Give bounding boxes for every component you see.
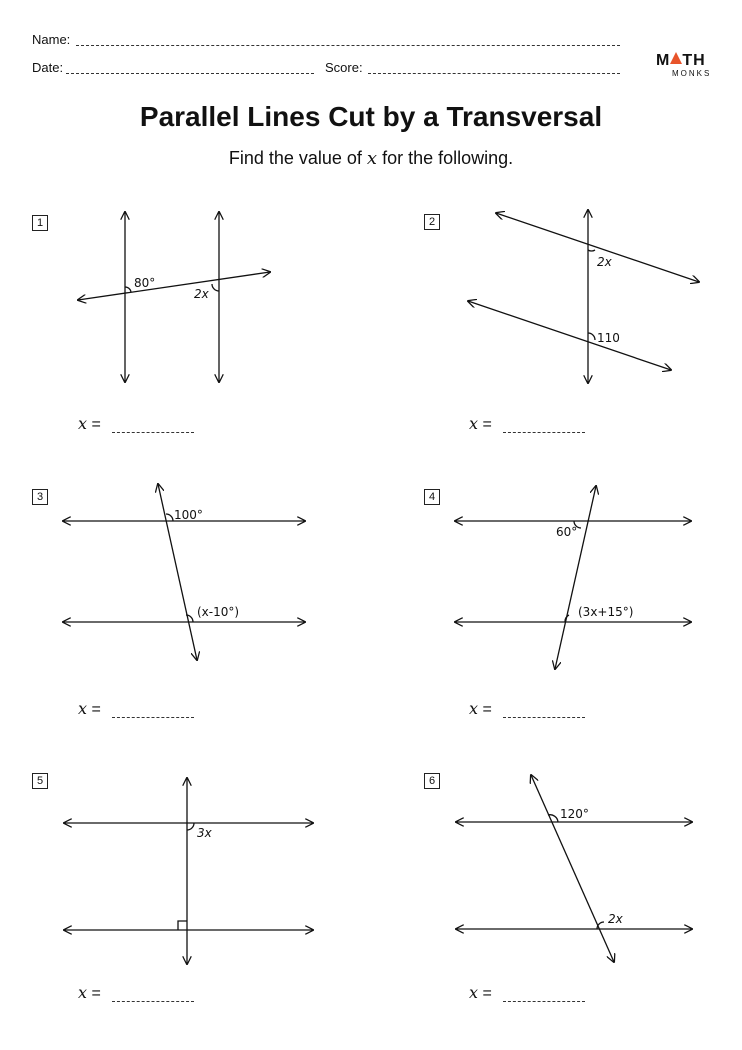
- problem-1-diagram: [78, 212, 270, 382]
- answer-equals: =: [87, 701, 101, 718]
- transversal-line: [555, 486, 596, 669]
- answer-variable: x: [469, 699, 479, 718]
- answer-variable: x: [78, 699, 88, 718]
- instructions-variable: x: [366, 148, 378, 169]
- angle-arc: [565, 615, 569, 622]
- answer-equals: =: [87, 416, 101, 433]
- problem-3-number: 3: [32, 489, 48, 505]
- problem-4-number: 4: [424, 489, 440, 505]
- answer-variable: x: [469, 414, 479, 433]
- problem-4-diagram: [455, 486, 691, 669]
- angle-label: 110: [597, 331, 620, 345]
- page-title: Parallel Lines Cut by a Transversal: [139, 101, 603, 132]
- angle-label: 2x: [194, 287, 209, 301]
- angle-arc: [187, 823, 194, 830]
- angle-label: 60°: [556, 525, 578, 539]
- angle-label: 2x: [597, 255, 612, 269]
- answer-equals: =: [87, 985, 101, 1002]
- problem-5-diagram: [64, 778, 313, 964]
- problem-2-number: 2: [424, 214, 440, 230]
- angle-label: 3x: [197, 826, 212, 840]
- transversal-line: [78, 272, 270, 300]
- problem-6-number: 6: [424, 773, 440, 789]
- angle-arc: [588, 250, 595, 251]
- name-label: Name:: [32, 32, 71, 47]
- score-label: Score:: [325, 60, 363, 75]
- logo-subtext: MONKS: [672, 69, 712, 78]
- answer-equals: =: [478, 701, 492, 718]
- problem-1-number: 1: [32, 215, 48, 231]
- answer-equals: =: [478, 416, 492, 433]
- transversal-line: [531, 775, 614, 962]
- angle-arc: [597, 922, 604, 929]
- angle-arc: [166, 514, 173, 521]
- angle-label: (3x+15°): [578, 605, 634, 619]
- answer-variable: x: [78, 414, 88, 433]
- problem-6-diagram: [456, 775, 692, 962]
- angle-arc: [588, 333, 595, 340]
- angle-label: (x-10°): [197, 605, 240, 619]
- angle-arc: [125, 287, 131, 292]
- angle-label: 80°: [134, 276, 156, 290]
- problem-2-diagram: [468, 210, 699, 383]
- instructions-after: for the following.: [377, 148, 514, 168]
- answer-variable: x: [78, 983, 88, 1002]
- angle-label: 100°: [174, 508, 203, 522]
- problem-5-number: 5: [32, 773, 48, 789]
- instructions-before: Find the value of: [228, 148, 367, 168]
- angle-label: 2x: [608, 912, 623, 926]
- date-label: Date:: [32, 60, 64, 75]
- answer-variable: x: [469, 983, 479, 1002]
- logo-text-suffix: TH: [682, 52, 706, 69]
- parallel-line: [468, 301, 671, 370]
- right-angle-mark: [178, 921, 187, 930]
- angle-arc: [212, 284, 219, 291]
- parallel-line: [496, 213, 699, 282]
- logo-text-prefix: M: [656, 52, 671, 69]
- angle-label: 120°: [560, 807, 589, 821]
- answer-equals: =: [478, 985, 492, 1002]
